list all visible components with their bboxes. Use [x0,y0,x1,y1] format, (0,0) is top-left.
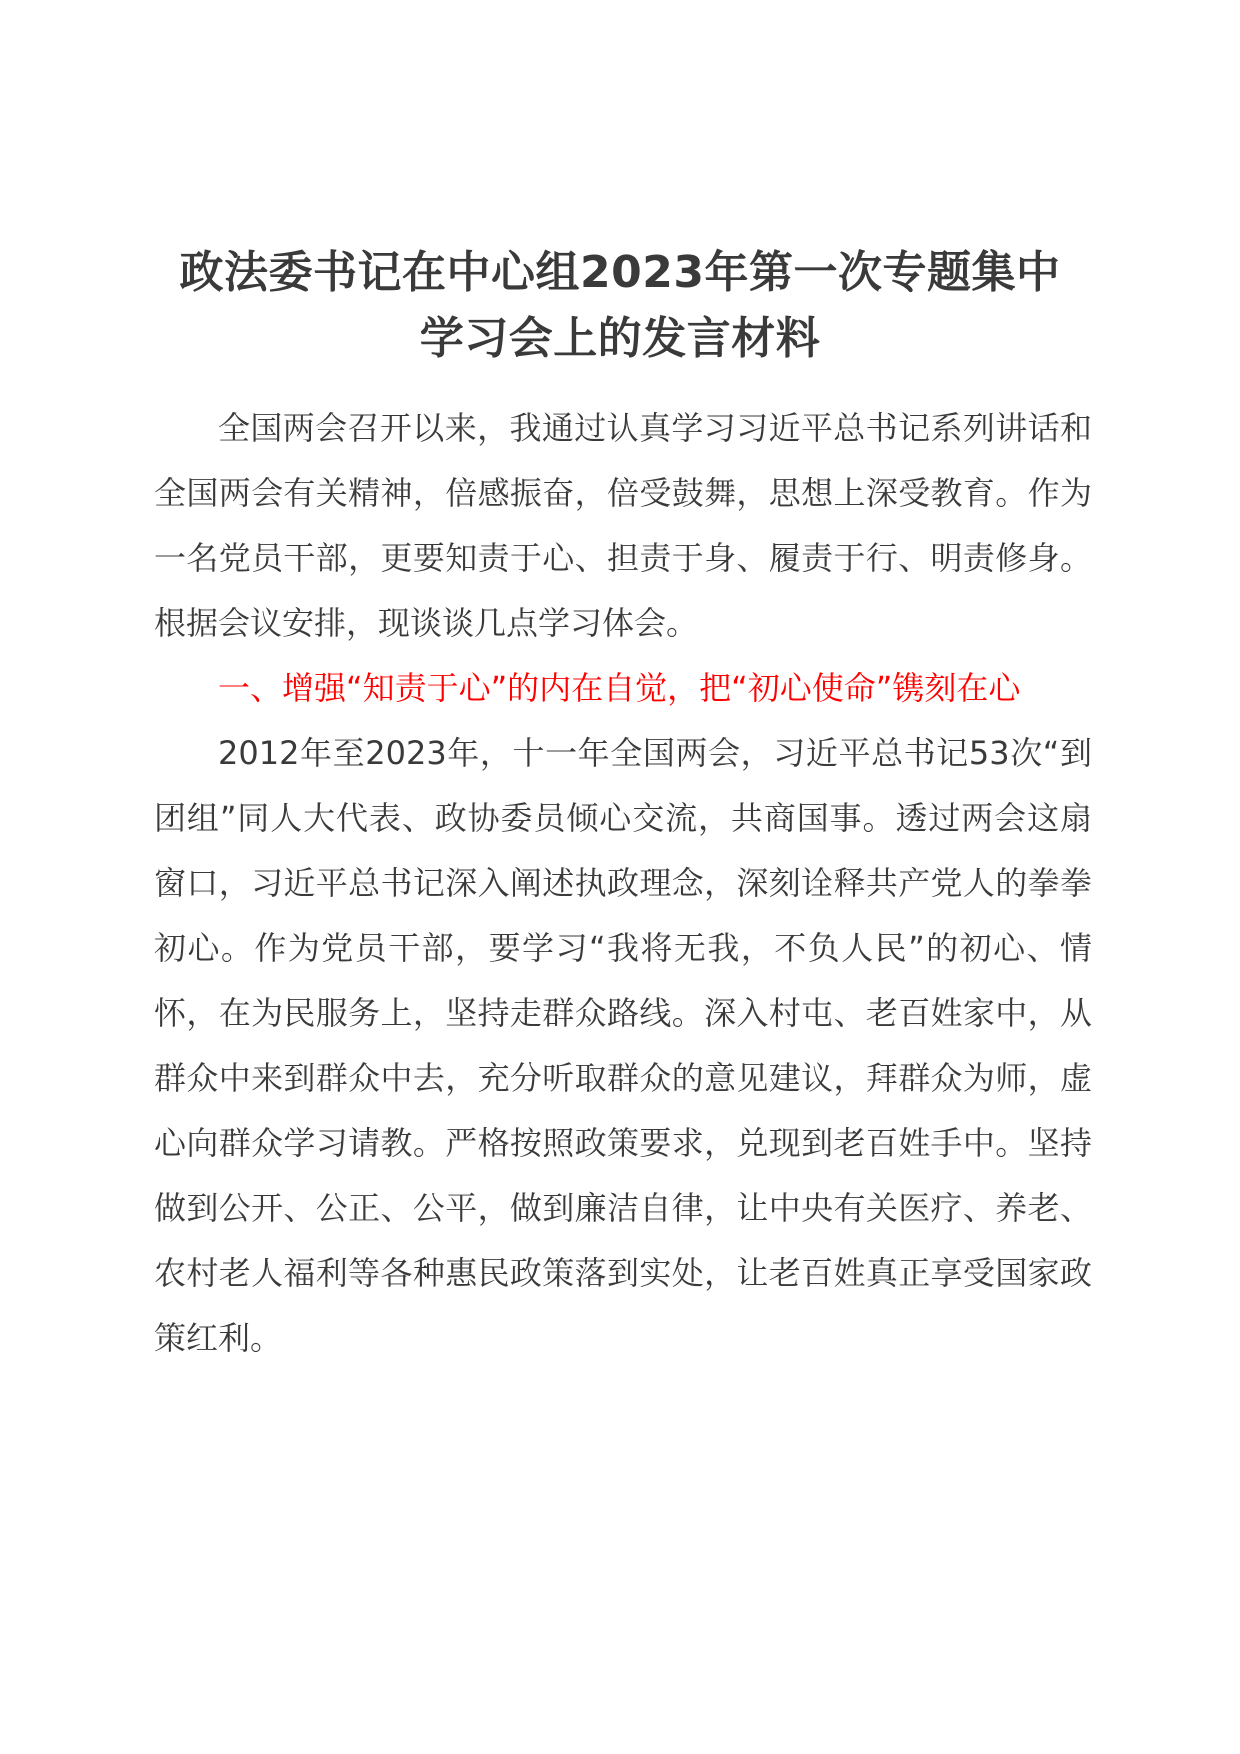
intro-paragraph: 全国两会召开以来，我通过认真学习习近平总书记系列讲话和全国两会有关精神，倍感振奋，倍受鼓舞，思想上深受教育。作为一名党员干部，更要知责于心、担责于身、履责于行、明责修身。根据会议安排，现谈谈几点学习体会。 [154,409,1092,642]
title-line-1: 政法委书记在中心组2023年第一次专题集中 [179,247,1061,298]
document-title [140,240,1100,372]
document-body [154,396,1092,1371]
body-paragraph-1: 2012年至2023年，十一年全国两会，习近平总书记53次“到团组”同人大代表、政协委员倾心交流，共商国事。透过两会这扇窗口，习近平总书记深入阐述执政理念，深刻诠释共产党人的拳拳初心。作为党员干部，要学习“我将无我，不负人民”的初心、情怀，在为民服务上，坚持走群众路线。深入村屯、老百姓家中，从群众中来到群众中去，充分听取群众的意见建议，拜群众为师，虚心向群众学习请教。严格按照政策要求，兑现到老百姓手中。坚持做到公开、公正、公平，做到廉洁自律，让中央有关医疗、养老、农村老人福利等各种惠民政策落到实处，让老百姓真正享受国家政策红利。 [154,734,1092,1357]
section-heading-1: 一、增强“知责于心”的内在自觉，把“初心使命”镌刻在心 [218,669,1021,707]
title-line-2: 学习会上的发言材料 [419,313,821,364]
